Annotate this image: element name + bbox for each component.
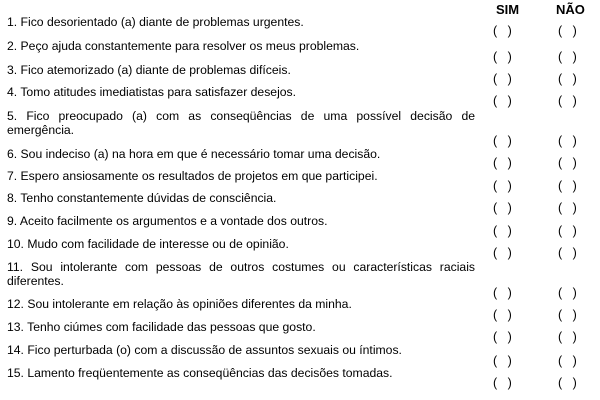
question-1: 1. Fico desorientado (a) diante de problemas urgentes. [7, 15, 304, 29]
question-6: 6. Sou indeciso (a) na hora em que é necessário tomar uma decisão. [7, 147, 381, 161]
checkbox-sim-7[interactable]: ( ) [493, 179, 512, 193]
checkbox-sim-2[interactable]: ( ) [493, 50, 512, 64]
checkbox-sim-5[interactable]: ( ) [493, 134, 512, 148]
question-5: 5. Fico preocupado (a) com as conseqüências de uma possível decisão de emergência. [7, 109, 475, 137]
question-2: 2. Peço ajuda constantemente para resolver os meus problemas. [7, 39, 360, 53]
question-14: 14. Fico perturbada (o) com a discussão de assuntos sexuais ou íntimos. [7, 343, 402, 357]
checkbox-nao-6[interactable]: ( ) [558, 156, 577, 170]
question-11: 11. Sou intolerante com pessoas de outros costumes ou características raciais diferentes. [7, 260, 475, 288]
question-10: 10. Mudo com facilidade de interesse ou de opinião. [7, 237, 289, 251]
checkbox-sim-6[interactable]: ( ) [493, 156, 512, 170]
checkbox-sim-8[interactable]: ( ) [493, 201, 512, 215]
question-7: 7. Espero ansiosamente os resultados de projetos em que participei. [7, 169, 378, 183]
question-3: 3. Fico atemorizado (a) diante de problemas difíceis. [7, 63, 291, 77]
question-9: 9. Aceito facilmente os argumentos e a vontade dos outros. [7, 214, 328, 228]
checkbox-nao-8[interactable]: ( ) [558, 201, 577, 215]
question-8: 8. Tenho constantemente dúvidas de consciência. [7, 191, 277, 205]
checkbox-sim-4[interactable]: ( ) [493, 94, 512, 108]
checkbox-sim-10[interactable]: ( ) [493, 246, 512, 260]
checkbox-sim-9[interactable]: ( ) [493, 224, 512, 238]
question-13: 13. Tenho ciúmes com facilidade das pessoas que gosto. [7, 320, 316, 334]
checkbox-sim-1[interactable]: ( ) [493, 24, 512, 38]
checkbox-nao-1[interactable]: ( ) [558, 24, 577, 38]
checkbox-nao-3[interactable]: ( ) [558, 72, 577, 86]
checkbox-sim-11[interactable]: ( ) [493, 286, 512, 300]
checkbox-nao-2[interactable]: ( ) [558, 50, 577, 64]
checkbox-nao-15[interactable]: ( ) [558, 376, 577, 390]
checkbox-nao-14[interactable]: ( ) [558, 354, 577, 368]
header-sim: SIM [496, 2, 520, 17]
checkbox-sim-15[interactable]: ( ) [493, 376, 512, 390]
checkbox-nao-13[interactable]: ( ) [558, 330, 577, 344]
checkbox-nao-9[interactable]: ( ) [558, 224, 577, 238]
checkbox-nao-12[interactable]: ( ) [558, 308, 577, 322]
checkbox-sim-14[interactable]: ( ) [493, 354, 512, 368]
checkbox-sim-13[interactable]: ( ) [493, 330, 512, 344]
checkbox-nao-10[interactable]: ( ) [558, 246, 577, 260]
checkbox-nao-11[interactable]: ( ) [558, 286, 577, 300]
checkbox-nao-4[interactable]: ( ) [558, 94, 577, 108]
header-nao: NÃO [556, 2, 585, 17]
question-4: 4. Tomo atitudes imediatistas para satisfazer desejos. [7, 85, 297, 99]
checkbox-nao-7[interactable]: ( ) [558, 179, 577, 193]
checkbox-sim-12[interactable]: ( ) [493, 308, 512, 322]
question-12: 12. Sou intolerante em relação às opiniões diferentes da minha. [7, 297, 352, 311]
question-15: 15. Lamento freqüentemente as conseqüências das decisões tomadas. [7, 366, 393, 380]
checkbox-sim-3[interactable]: ( ) [493, 72, 512, 86]
checkbox-nao-5[interactable]: ( ) [558, 134, 577, 148]
